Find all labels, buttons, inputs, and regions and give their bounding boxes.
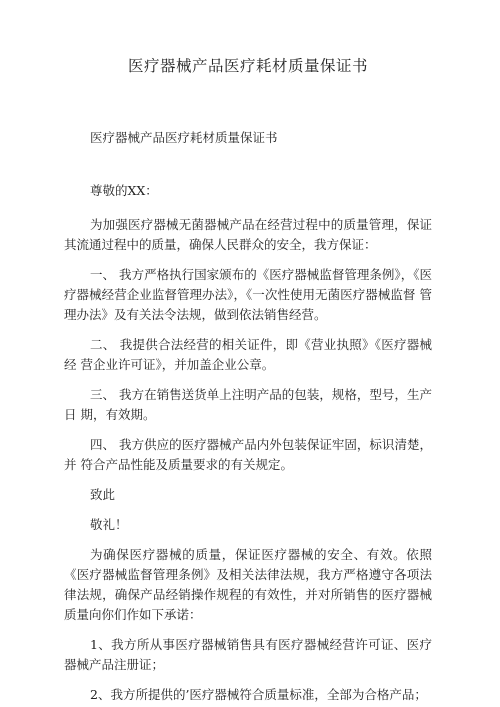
commitment-paragraph: 为确保医疗器械的质量，保证医疗器械的安全、有效。依照《医疗器械监督管理条例》及相关法律法规，我方严格遵守各项法律法规，确保产品经销操作规程的有效性，并对所销售的医疗器械质量向你们作如下承诺： xyxy=(64,547,432,622)
clause-1: 一、 我方严格执行国家颁布的《医疗器械监督管理条例》，《医 疗器械经营企业监督管理办法》，《一次性使用无菌医疗器械监督 管理办法》及有关法令法规，做到依法销售经营。 xyxy=(64,267,432,322)
closing-1: 致此 xyxy=(90,487,116,502)
clause-3: 三、 我方在销售送货单上注明产品的包装，规格，型号，生产日 期，有效期。 xyxy=(64,387,432,422)
document-title: 医疗器械产品医疗耗材质量保证书 xyxy=(127,57,368,75)
commitment-item-1: 1、我方所从事医疗器械销售具有医疗器械经营许可证、医疗器械产品注册证； xyxy=(64,637,432,672)
clause-2: 二、 我提供合法经营的相关证件，即《营业执照》《医疗器械经 营企业许可证》，并加盖企业公章。 xyxy=(64,337,432,372)
intro-paragraph: 为加强医疗器械无菌器械产品在经营过程中的质量管理，保证其流通过程中的质量，确保人民群众的安全，我方保证： xyxy=(64,217,432,252)
clause-4: 四、 我方供应的医疗器械产品内外包装保证牢固，标识清楚，并 符合产品性能及质量要求的有关规定。 xyxy=(64,437,432,472)
salutation: 尊敬的XX： xyxy=(90,183,158,198)
closing-2: 敬礼！ xyxy=(90,517,128,532)
commitment-item-2: 2、我方所提供的’医疗器械符合质量标准，全部为合格产品； xyxy=(90,687,427,702)
document-subtitle: 医疗器械产品医疗耗材质量保证书 xyxy=(90,130,278,145)
